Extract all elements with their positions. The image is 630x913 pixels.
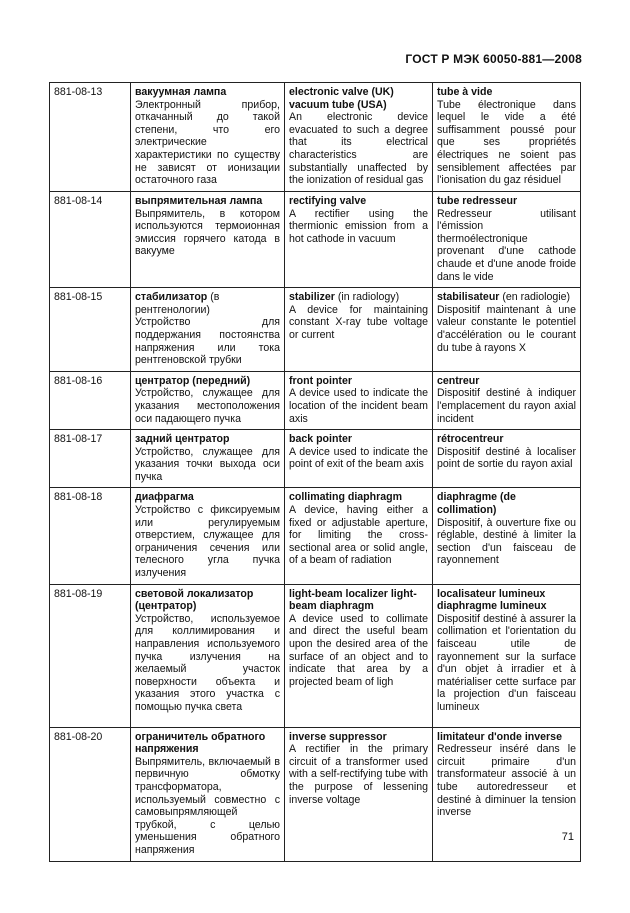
term-definition-en: A device, having either a fixed or adjustable aperture, for limiting the cross-sectional area or solid angle, of a beam of radiation xyxy=(289,504,428,567)
term-name-en xyxy=(289,291,428,304)
term-name-en xyxy=(289,195,428,208)
term-text: limitateur d'onde inverse xyxy=(437,730,562,743)
term-cell-fr xyxy=(433,83,581,192)
page-number: 71 xyxy=(561,831,574,843)
term-cell-ru xyxy=(131,584,285,727)
term-text: front pointer xyxy=(289,374,352,387)
term-cell-en xyxy=(285,584,433,727)
term-row xyxy=(50,371,581,429)
term-name-ru xyxy=(135,433,280,446)
term-text: localisateur lumineux diaphragme lumineux xyxy=(437,587,547,613)
term-cell-fr xyxy=(433,288,581,372)
term-name-fr xyxy=(437,491,576,516)
term-definition-ru: Устройство, используемое для коллимирования и направления используемого пучка излучения на желаемый участок поверхности объекта и указания этого участка с помощью пучка света xyxy=(135,612,280,713)
term-code: 881-08-13 xyxy=(50,83,131,192)
term-cell-en xyxy=(285,430,433,488)
term-text: световой локализатор (центратор) xyxy=(135,587,254,613)
term-definition-ru: Устройство, служащее для указания местоположения оси падающего пучка xyxy=(135,387,280,425)
term-definition-fr: Tube électronique dans lequel le vide a été suffisamment poussé pour que ses propriétés électriques ne soient pas sensiblement affectées par l'ionisation du gaz résiduel xyxy=(437,98,576,187)
terms-table xyxy=(49,82,581,862)
term-cell-ru xyxy=(131,371,285,429)
term-definition-ru: Устройство с фиксируемым или регулируемым отверстием, служащее для ограничения сечения или телесного угла пучка излучения xyxy=(135,504,280,580)
term-name-fr xyxy=(437,433,576,446)
term-code: 881-08-19 xyxy=(50,584,131,727)
term-definition-ru: Выпрямитель, в котором используются термоионная эмиссия горячего катода в вакууме xyxy=(135,207,280,258)
term-text: light-beam localizer light-beam diaphragm xyxy=(289,587,417,613)
term-definition-fr: Dispositif destiné à localiser point de sortie du rayon axial xyxy=(437,445,576,471)
term-name-ru xyxy=(135,491,280,504)
term-text: диафрагма xyxy=(135,491,194,504)
term-row xyxy=(50,83,581,192)
term-cell-fr xyxy=(433,488,581,584)
term-row xyxy=(50,488,581,584)
term-cell-ru xyxy=(131,727,285,861)
term-code: 881-08-15 xyxy=(50,288,131,372)
term-name-en xyxy=(289,433,428,446)
term-definition-en: A device for maintaining constant X-ray tube voltage or current xyxy=(289,303,428,341)
term-cell-ru xyxy=(131,83,285,192)
term-definition-en: A device used to indicate the location of the incident beam axis xyxy=(289,387,428,425)
term-text: inverse suppressor xyxy=(289,730,387,743)
term-text: back pointer xyxy=(289,433,352,446)
term-definition-ru: Устройство, служащее для указания точки выхода оси пучка xyxy=(135,445,280,483)
term-cell-en xyxy=(285,371,433,429)
term-text: вакуумная лампа xyxy=(135,86,227,98)
term-name-en xyxy=(289,375,428,388)
term-row xyxy=(50,430,581,488)
term-name-fr xyxy=(437,731,576,744)
term-definition-ru: Выпрямитель, включаемый в первичную обмотку трансформатора, используемый совместно с самовыпрямляющей трубкой, с целью уменьшения обратного напряжения xyxy=(135,755,280,856)
term-row xyxy=(50,584,581,727)
term-name-ru xyxy=(135,291,280,316)
term-definition-fr: Dispositif, à ouverture fixe ou réglable, destiné à limiter la section d'un faisceau de rayonnement xyxy=(437,516,576,567)
term-name-fr xyxy=(437,588,576,613)
term-name-ru xyxy=(135,86,280,99)
term-text: rectifying valve xyxy=(289,195,367,207)
term-code: 881-08-17 xyxy=(50,430,131,488)
term-name-en xyxy=(289,731,428,744)
term-text: выпрямительная лампа xyxy=(135,195,263,207)
term-name-fr xyxy=(437,86,576,99)
term-qualifier: (en radiologie) xyxy=(499,291,571,304)
term-qualifier: (в рентгенологии) xyxy=(135,291,220,316)
term-name-fr xyxy=(437,375,576,388)
term-definition-en: A device used to collimate and direct the useful beam upon the desired area of the surface of an object and to indicate that area by a projected beam of ligh xyxy=(289,612,428,688)
term-code: 881-08-16 xyxy=(50,371,131,429)
term-name-en xyxy=(289,491,428,504)
term-cell-fr xyxy=(433,371,581,429)
term-text: ограничитель обратного напряжения xyxy=(135,730,266,756)
term-definition-fr: Dispositif destiné à assurer la collimation et l'orientation du faisceau utile de rayonnement sur la surface d'un objet à irradier et à matérialiser cette surface par la projection d'un faisceau lumineux xyxy=(437,612,576,713)
term-definition-fr: Redresseur utilisant l'émission thermoélectronique provenant d'une cathode chaude et d'une anode froide dans le vide xyxy=(437,207,576,283)
term-definition-ru: Устройство для поддержания постоянства напряжения или тока рентгеновской трубки xyxy=(135,316,280,367)
term-text: rétrocentreur xyxy=(437,433,504,446)
term-text: electronic valve (UK) vacuum tube (USA) xyxy=(289,86,394,111)
term-text: collimating diaphragm xyxy=(289,491,403,504)
term-cell-ru xyxy=(131,430,285,488)
term-name-ru xyxy=(135,588,280,613)
term-text: стабилизатор xyxy=(135,291,208,304)
term-cell-ru xyxy=(131,488,285,584)
term-text: stabilizer xyxy=(289,291,335,304)
term-cell-fr xyxy=(433,430,581,488)
term-text: stabilisateur xyxy=(437,291,500,304)
term-code: 881-08-14 xyxy=(50,192,131,288)
term-text: diaphragme (de collimation) xyxy=(437,491,516,517)
term-cell-en xyxy=(285,288,433,372)
document-header: ГОСТ Р МЭК 60050-881—2008 xyxy=(405,52,582,66)
term-cell-en xyxy=(285,192,433,288)
term-cell-fr xyxy=(433,727,581,861)
term-definition-en: An electronic device evacuated to such a degree that its electrical characteristics are substantially unaffected by the ionization of residual gas xyxy=(289,111,428,187)
term-text: centreur xyxy=(437,374,480,387)
term-name-ru xyxy=(135,195,280,208)
term-name-fr xyxy=(437,195,576,208)
term-cell-fr xyxy=(433,192,581,288)
term-definition-fr: Dispositif destiné à indiquer l'emplacement du rayon axial incident xyxy=(437,387,576,425)
term-row xyxy=(50,727,581,861)
term-definition-ru: Электронный прибор, откачанный до такой степени, что его электрические характеристики по существу не зависят от ионизации остаточного газа xyxy=(135,98,280,187)
term-cell-en xyxy=(285,488,433,584)
term-text: tube redresseur xyxy=(437,195,518,207)
term-name-en xyxy=(289,588,428,613)
term-cell-ru xyxy=(131,192,285,288)
term-qualifier: (in radiology) xyxy=(334,291,400,304)
term-row xyxy=(50,192,581,288)
term-text: центратор (передний) xyxy=(135,374,251,387)
term-text: задний центратор xyxy=(135,433,230,446)
term-cell-en xyxy=(285,83,433,192)
term-code: 881-08-20 xyxy=(50,727,131,861)
term-definition-fr: Dispositif maintenant à une valeur constante le potentiel d'accélération ou le courant du tube à rayons X xyxy=(437,303,576,354)
term-name-fr xyxy=(437,291,576,304)
term-definition-en: A rectifier in the primary circuit of a transformer used with a self-rectifying tube with the purpose of lessening inverse voltage xyxy=(289,743,428,806)
term-cell-en xyxy=(285,727,433,861)
term-definition-en: A rectifier using the thermionic emission from a hot cathode in vacuum xyxy=(289,207,428,245)
term-name-en xyxy=(289,86,428,111)
term-text: tube à vide xyxy=(437,86,493,98)
term-name-ru xyxy=(135,731,280,756)
term-row xyxy=(50,288,581,372)
term-code: 881-08-18 xyxy=(50,488,131,584)
term-cell-ru xyxy=(131,288,285,372)
term-definition-en: A device used to indicate the point of exit of the beam axis xyxy=(289,445,428,471)
term-definition-fr: Redresseur inséré dans le circuit primaire d'un transformateur associé à un tube autoredresseur et destiné à diminuer la tension inverse xyxy=(437,743,576,819)
term-name-ru xyxy=(135,375,280,388)
term-cell-fr xyxy=(433,584,581,727)
